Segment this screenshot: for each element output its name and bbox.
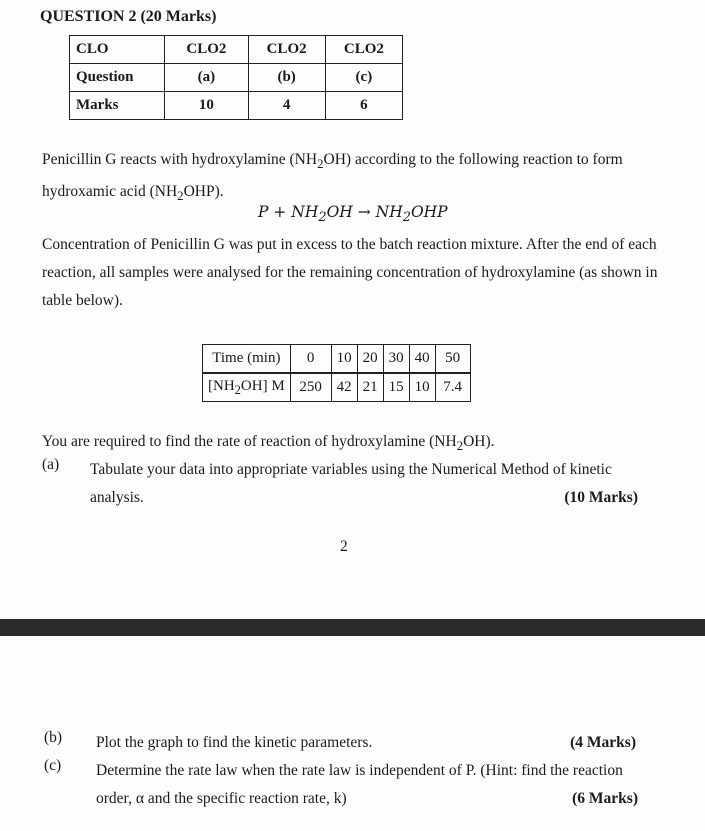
- table-cell: CLO: [70, 36, 165, 64]
- table-cell: 40: [409, 345, 435, 374]
- table-cell: 20: [357, 345, 383, 374]
- table-cell: 7.4: [435, 373, 470, 402]
- table-cell: 4: [248, 92, 325, 120]
- table-cell: 0: [290, 345, 331, 374]
- clo-table: [69, 35, 403, 120]
- requirement-text: You are required to find the rate of reaction of hydroxylamine $(NH_2OH)$.: [42, 433, 495, 454]
- part-c-marks: (6 Marks): [572, 790, 638, 807]
- table-cell: 10: [331, 345, 357, 374]
- reaction-equation: $P + NH_2OH \to NH_2OHP$: [258, 203, 448, 226]
- table-row: [203, 345, 471, 374]
- table-cell: CLO2: [165, 36, 248, 64]
- table-cell: 42: [331, 373, 357, 402]
- table-cell: Marks: [70, 92, 165, 120]
- table-cell: CLO2: [325, 36, 402, 64]
- table-cell: CLO2: [248, 36, 325, 64]
- table-cell: (c): [325, 64, 402, 92]
- concentration-paragraph: Concentration of Penicillin G was put in excess to the batch reaction mixture. After the end of each reaction, all samples were analysed for the remaining concentration of hydroxylamine (as shown in table below).: [42, 236, 658, 309]
- part-a-text: Tabulate your data into appropriate variables using the Numerical Method of kinetic analysis. (10 Marks): [90, 456, 638, 512]
- page-number: 2: [340, 538, 348, 555]
- table-cell: 50: [435, 345, 470, 374]
- table-cell: 15: [383, 373, 409, 402]
- table-row: [70, 92, 403, 120]
- part-b-text: Plot the graph to find the kinetic parameters. (4 Marks): [96, 729, 636, 757]
- table-cell: (b): [248, 64, 325, 92]
- table-header-cell: $[NH_2OH]$ M: [203, 373, 291, 402]
- table-cell: 10: [165, 92, 248, 120]
- part-b-label: (b): [44, 729, 63, 746]
- part-c-label: (c): [44, 757, 62, 774]
- table-cell: (a): [165, 64, 248, 92]
- part-a-label: (a): [42, 456, 60, 473]
- table-row: [70, 36, 403, 64]
- intro-paragraph: Penicillin G reacts with hydroxylamine $(NH_2OH)$ according to the following reaction to form hydroxamic acid $(NH_2OHP)$.: [42, 151, 623, 204]
- table-cell: 250: [290, 373, 331, 402]
- table-cell: 30: [383, 345, 409, 374]
- table-row: [203, 373, 471, 402]
- page-divider: [0, 619, 705, 636]
- table-cell: Question: [70, 64, 165, 92]
- table-cell: 21: [357, 373, 383, 402]
- part-c-text: Determine the rate law when the rate law is independent of P. (Hint: find the reaction order, α and the specific reaction rate, k) (6 Marks): [96, 757, 652, 813]
- question-heading: QUESTION 2 (20 Marks): [40, 8, 217, 25]
- table-cell: 6: [325, 92, 402, 120]
- concentration-data-table: [202, 344, 471, 402]
- part-a-marks: (10 Marks): [564, 489, 638, 506]
- part-b-marks: (4 Marks): [570, 734, 636, 751]
- table-cell: 10: [409, 373, 435, 402]
- table-row: [70, 64, 403, 92]
- table-header-cell: Time (min): [203, 345, 291, 374]
